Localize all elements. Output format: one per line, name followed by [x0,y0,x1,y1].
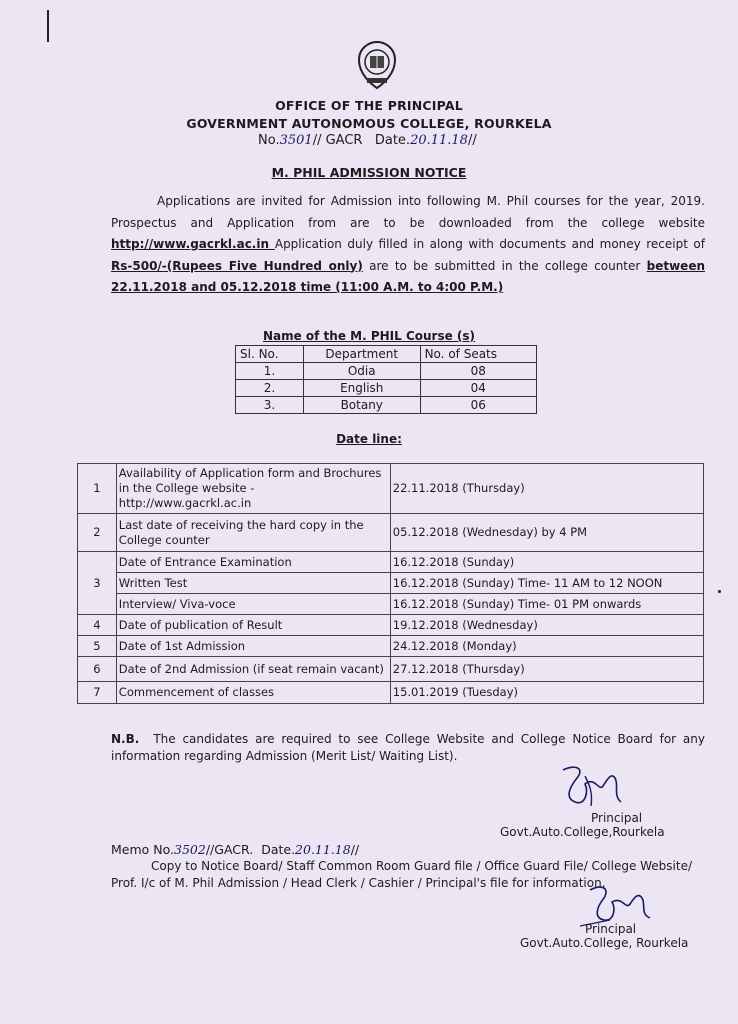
table-row [236,363,537,380]
dateline-event: Date of 2nd Admission (if seat remain vacant) [116,657,390,682]
principal-signature-1 [555,762,625,812]
signature-1-title: Principal [591,811,643,825]
table-row [78,573,704,594]
dateline-event: Date of publication of Result [116,615,390,636]
table-row [78,615,704,636]
speck-mark [718,590,721,593]
course-seats: 08 [420,363,536,380]
intro-text-1: Applications are invited for Admission into following M. Phil courses for the year, 2019. Prospectus and Application from are to be downloaded from the college website [111,194,705,230]
memo-no-value: 3502 [174,842,206,857]
course-department: Botany [303,397,420,414]
dateline-date: 19.12.2018 (Wednesday) [390,615,703,636]
nb-label: N.B. [111,732,140,746]
submission-window: between 22.11.2018 and 05.12.2018 time (11:00 A.M. to 4:00 P.M.) [111,258,705,294]
ref-date-value: 20.11.18 [410,133,468,148]
signature-1-office: Govt.Auto.College,Rourkela [500,825,665,839]
table-row [78,464,704,514]
memo-line [111,842,359,857]
course-sl: 1. [236,363,304,380]
college-emblem-icon [353,36,401,92]
memo-date-suffix: // [350,842,360,857]
header-seats: No. of Seats [420,346,536,363]
ref-no-label: No. [258,133,280,148]
memo-no-suffix: //GACR. [205,842,254,857]
header-department: Department [303,346,420,363]
dateline-title: Date line: [336,432,402,446]
dateline-date: 16.12.2018 (Sunday) Time- 11 AM to 12 NOON [390,573,703,594]
course-table-header [236,346,537,363]
course-sl: 3. [236,397,304,414]
intro-paragraph [111,191,705,299]
dateline-sl: 5 [78,636,117,657]
table-row [236,397,537,414]
table-row [236,380,537,397]
dateline-sl: 1 [78,464,117,514]
ref-date-suffix: // [467,133,477,148]
course-table-title: Name of the M. PHIL Course (s) [262,329,476,343]
intro-text-2: Application duly filled in along with documents and money receipt of [274,237,705,251]
dateline-event: Commencement of classes [116,682,390,704]
signature-2-office: Govt.Auto.College, Rourkela [520,936,689,950]
dateline-sl: 3 [78,552,117,615]
nb-note [111,731,705,765]
dateline-event: Interview/ Viva-voce [116,594,390,615]
ref-no-suffix: // GACR [312,133,363,148]
dateline-event: Last date of receiving the hard copy in the College counter [116,514,390,552]
memo-date-value: 20.11.18 [295,842,351,857]
dateline-sl: 6 [78,657,117,682]
dateline-event: Written Test [116,573,390,594]
fee-text: Rs-500/-(Rupees Five Hundred only) [111,258,363,273]
course-department: Odia [303,363,420,380]
memo-no-label: Memo No. [111,842,175,857]
website-link[interactable]: http://www.gacrkl.ac.in [111,237,275,251]
table-row [78,594,704,615]
dateline-sl: 7 [78,682,117,704]
dateline-event: Date of 1st Admission [116,636,390,657]
dateline-date: 24.12.2018 (Monday) [390,636,703,657]
copy-to-body: Copy to Notice Board/ Staff Common Room Guard file / Office Guard File/ College Website/ Prof. I/c of M. Phil Admission / Head Clerk / Cashier / Principal's file for information. [111,859,693,890]
course-seats: 06 [420,397,536,414]
dateline-date: 05.12.2018 (Wednesday) by 4 PM [390,514,703,552]
dateline-date: 22.11.2018 (Thursday) [390,464,703,514]
notice-title: M. PHIL ADMISSION NOTICE [271,165,467,180]
dateline-date: 27.12.2018 (Thursday) [390,657,703,682]
dateline-event: Availability of Application form and Brochures in the College website - http://www.gacrkl.ac.in [116,464,390,514]
course-department: English [303,380,420,397]
ref-no-value: 3501 [279,133,313,148]
intro-text-3: are to be submitted in the college counter [362,258,647,273]
memo-date-label: Date. [261,842,296,857]
table-row [78,682,704,704]
table-row [78,636,704,657]
dateline-date: 16.12.2018 (Sunday) Time- 01 PM onwards [390,594,703,615]
header-sl-no: Sl. No. [236,346,304,363]
margin-mark [47,10,49,42]
dateline-date: 15.01.2019 (Tuesday) [390,682,703,704]
dateline-event: Date of Entrance Examination [116,552,390,573]
course-sl: 2. [236,380,304,397]
ref-date-label: Date. [374,133,411,148]
college-heading: GOVERNMENT AUTONOMOUS COLLEGE, ROURKELA [186,116,552,131]
course-table [235,345,537,414]
reference-line [258,133,477,148]
dateline-sl: 4 [78,615,117,636]
dateline-date: 16.12.2018 (Sunday) [390,552,703,573]
dateline-table [77,463,704,704]
office-heading: OFFICE OF THE PRINCIPAL [275,98,463,113]
dateline-sl: 2 [78,514,117,552]
table-row [78,552,704,573]
signature-2-title: Principal [585,922,637,936]
course-seats: 04 [420,380,536,397]
table-row [78,657,704,682]
nb-text: The candidates are required to see College Website and College Notice Board for any information regarding Admission (Merit List/ Waiting List). [111,732,705,763]
table-row [78,514,704,552]
